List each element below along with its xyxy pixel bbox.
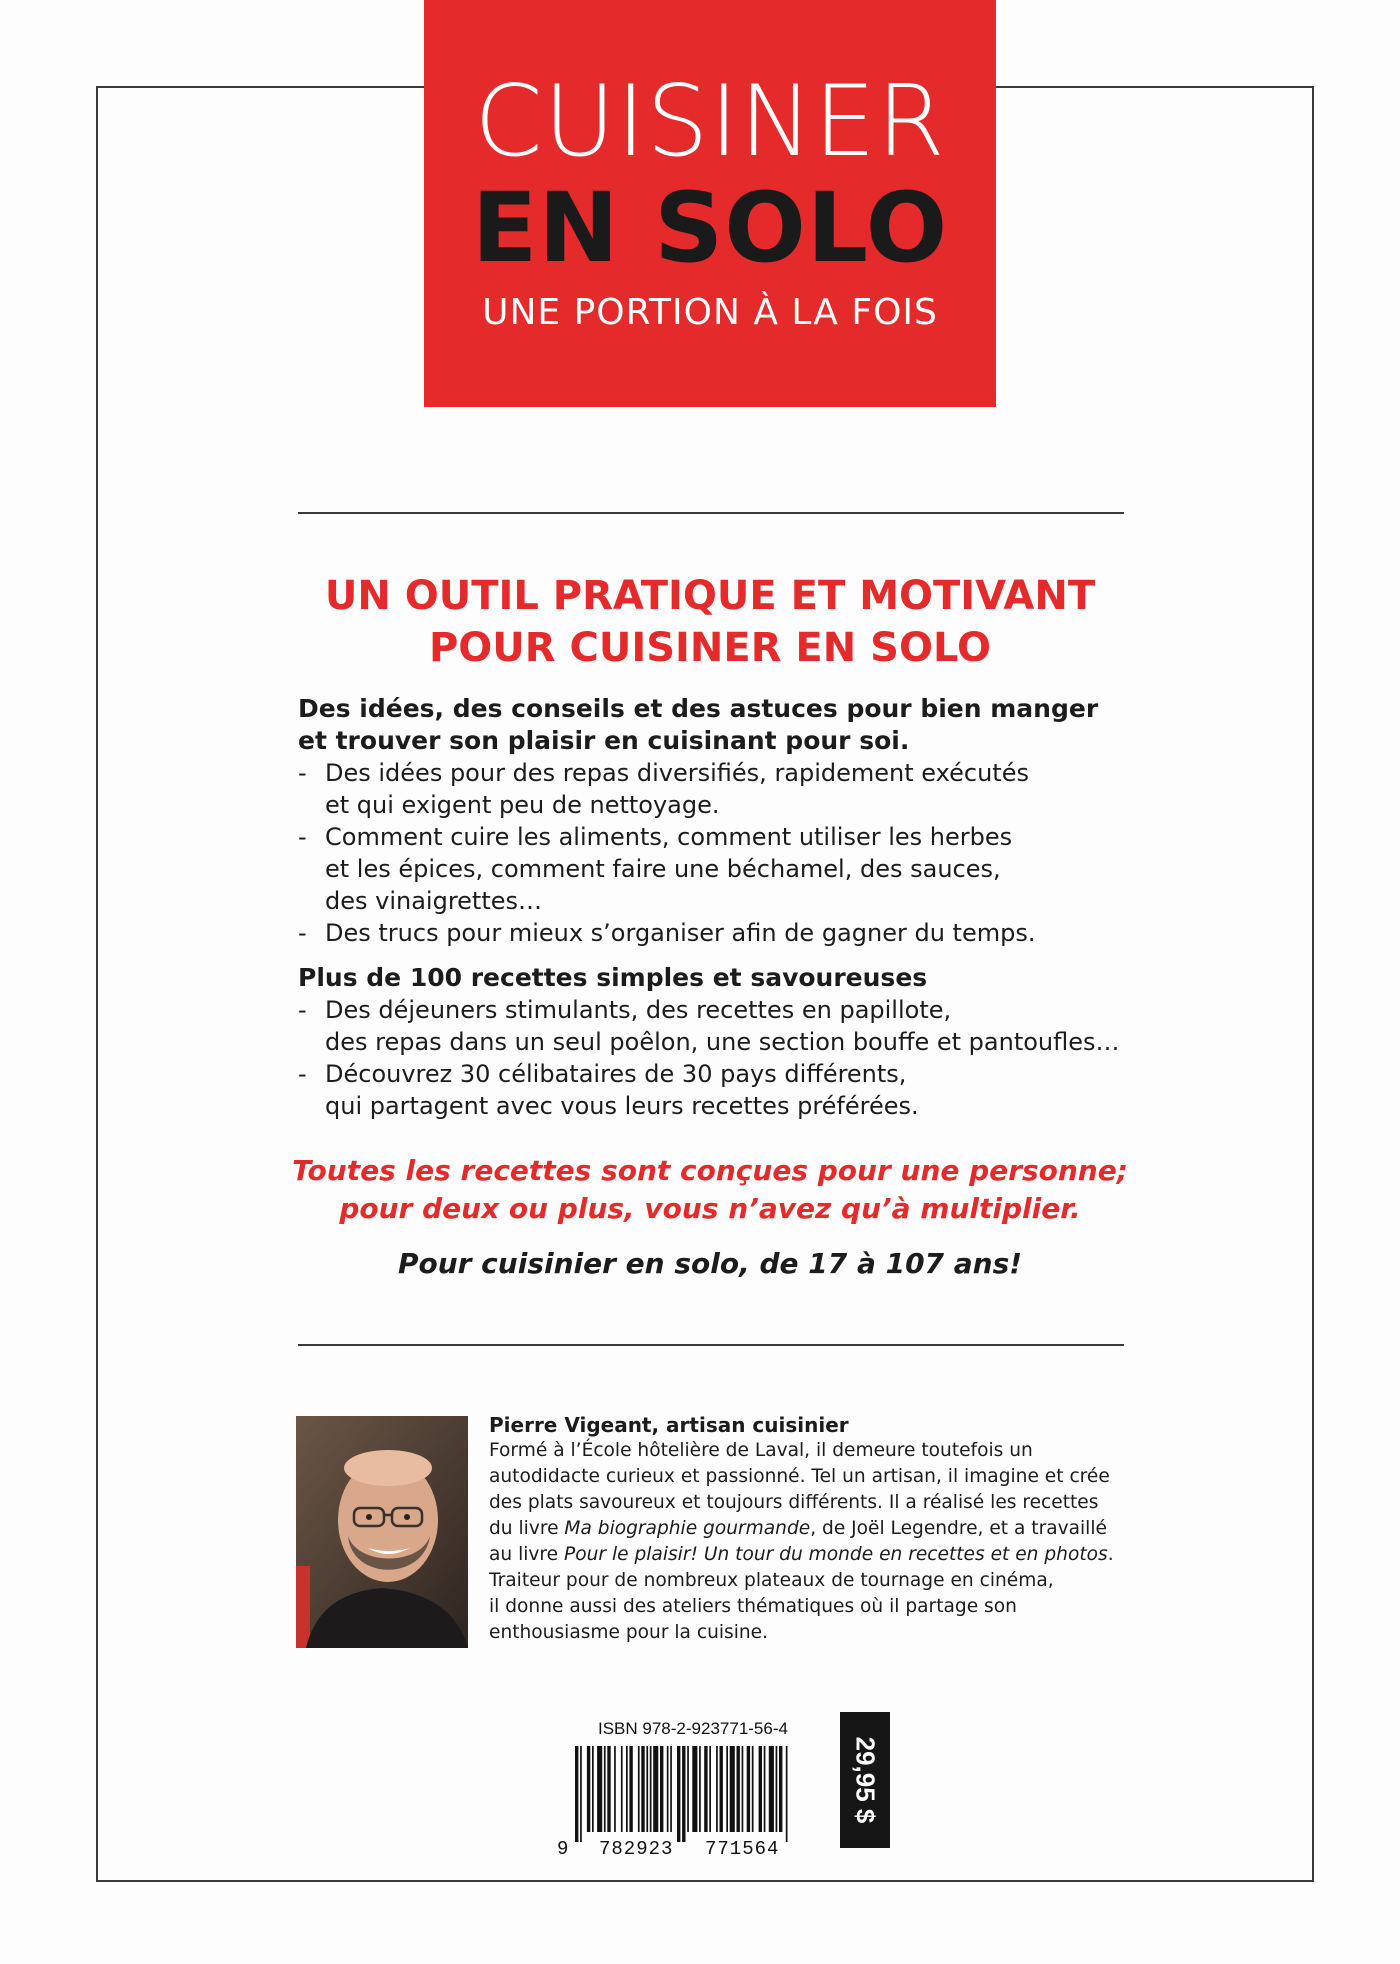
barcode-bar <box>704 1746 707 1832</box>
barcode-bar <box>747 1746 750 1832</box>
section-ideas <box>298 693 1158 949</box>
list-item <box>298 757 1158 821</box>
barcode-bars <box>575 1746 788 1842</box>
barcode-bar <box>621 1746 623 1832</box>
portion-note-line1: Toutes les recettes sont conçues pour une personne; <box>292 1154 1128 1187</box>
list-item-line: Découvrez 30 célibataires de 30 pays différents, <box>325 1060 907 1088</box>
barcode-bar <box>682 1746 685 1842</box>
list-item-line: qui partagent avec vous leurs recettes préférées. <box>325 1092 919 1120</box>
bio-text: , de Joël Legendre, et a travaillé <box>810 1518 1107 1539</box>
barcode-bar <box>653 1746 658 1832</box>
dash-bullet: - <box>298 919 307 947</box>
bio-line: autodidacte curieux et passionné. Tel un artisan, il imagine et crée <box>489 1466 1110 1487</box>
book-title: Pour le plaisir! Un tour du monde en recettes et en photos <box>564 1544 1108 1565</box>
headline-line2: POUR CUISINER EN SOLO <box>428 625 992 671</box>
bio-line: enthousiasme pour la cuisine. <box>489 1622 769 1643</box>
barcode-bar <box>776 1746 778 1832</box>
headline <box>220 570 1200 674</box>
list-item-line: Des idées pour des repas diversifiés, rapidement exécutés <box>325 759 1029 787</box>
list-item-line: Comment cuire les aliments, comment utiliser les herbes <box>325 823 1013 851</box>
barcode-bar <box>709 1746 711 1832</box>
barcode-bar <box>769 1746 774 1832</box>
barcode-digits-right: 771564 <box>705 1838 780 1858</box>
barcode-bar <box>677 1746 680 1842</box>
headline-line1: UN OUTIL PRATIQUE ET MOTIVANT <box>324 573 1096 619</box>
barcode-bar <box>786 1746 788 1842</box>
bio-line: des plats savoureux et toujours différents. Il a réalisé les recettes <box>489 1492 1099 1513</box>
section2-lead: Plus de 100 recettes simples et savoureuses <box>298 963 928 992</box>
bio-text: . <box>1107 1544 1114 1565</box>
list-item-line: et les épices, comment faire une béchamel, des sauces, <box>325 855 1001 883</box>
barcode-bar <box>759 1746 762 1832</box>
list-item-line: des vinaigrettes… <box>325 887 543 915</box>
section1-lead-line1: Des idées, des conseils et des astuces pour bien manger <box>298 694 1099 723</box>
barcode-bar <box>764 1746 766 1832</box>
list-item-line: Des déjeuners stimulants, des recettes en papillote, <box>325 996 952 1024</box>
bio-line: il donne aussi des ateliers thématiques où il partage son <box>489 1596 1017 1617</box>
barcode-bar <box>667 1746 669 1832</box>
barcode-bar <box>607 1746 610 1832</box>
section1-lead-line2: et trouver son plaisir en cuisinant pour soi. <box>298 726 910 755</box>
barcode-digit-first: 9 <box>557 1838 569 1858</box>
dash-bullet: - <box>298 1060 307 1088</box>
list-item-line: et qui exigent peu de nettoyage. <box>325 791 720 819</box>
dash-bullet: - <box>298 823 307 851</box>
title-block <box>424 0 996 407</box>
barcode-bar <box>670 1746 672 1832</box>
barcode-bar <box>587 1746 590 1832</box>
title-line2: EN SOLO <box>471 172 949 284</box>
book-title: Ma biographie gourmande <box>564 1518 811 1539</box>
barcode-bar <box>575 1746 578 1842</box>
bio-text: au livre <box>489 1544 565 1565</box>
bio-line <box>489 1516 1129 1542</box>
list-item <box>298 821 1158 917</box>
portion-note <box>220 1152 1200 1228</box>
barcode-bar <box>726 1746 728 1832</box>
bio-line: Formé à l’École hôtelière de Laval, il demeure toutefois un <box>489 1440 1033 1461</box>
barcode-bar <box>779 1746 782 1832</box>
portion-note-line2: pour deux ou plus, vous n’avez qu’à multiplier. <box>339 1192 1081 1225</box>
list-item <box>298 1058 1158 1122</box>
barcode-digits-left: 782923 <box>599 1838 674 1858</box>
barcode-bar <box>699 1746 701 1832</box>
barcode-bar <box>752 1746 754 1832</box>
barcode <box>557 1746 805 1858</box>
barcode-bar <box>597 1746 602 1832</box>
top-divider <box>298 512 1124 514</box>
section-recipes <box>298 962 1158 1122</box>
age-note: Pour cuisinier en solo, de 17 à 107 ans! <box>397 1247 1023 1280</box>
barcode-bar <box>604 1746 606 1832</box>
author-name: Pierre Vigeant, artisan cuisinier <box>489 1413 849 1437</box>
list-item-line: Des trucs pour mieux s’organiser afin de gagner du temps. <box>325 919 1036 947</box>
barcode-bar <box>626 1746 628 1832</box>
author-photo <box>296 1416 468 1648</box>
barcode-bar <box>716 1746 718 1832</box>
list-item <box>298 994 1158 1058</box>
dash-bullet: - <box>298 996 307 1024</box>
barcode-bar <box>614 1746 616 1832</box>
barcode-bar <box>692 1746 697 1832</box>
barcode-bar <box>737 1746 740 1832</box>
author-bio <box>489 1412 1129 1646</box>
barcode-bar <box>660 1746 663 1832</box>
isbn-label: ISBN 978-2-923771-56-4 <box>598 1719 788 1738</box>
bio-line: Traiteur pour de nombreux plateaux de tournage en cinéma, <box>489 1570 1054 1591</box>
bio-line <box>489 1542 1129 1568</box>
barcode-bar <box>742 1746 744 1832</box>
bio-text: du livre <box>489 1518 565 1539</box>
bottom-divider <box>298 1344 1124 1346</box>
barcode-bar <box>580 1746 582 1842</box>
subtitle: UNE PORTION À LA FOIS <box>482 292 938 333</box>
barcode-bar <box>641 1746 644 1832</box>
price-label: 29,95 $ <box>850 1736 881 1824</box>
barcode-bar <box>592 1746 594 1832</box>
dash-bullet: - <box>298 759 307 787</box>
barcode-bar <box>629 1746 632 1832</box>
list-item-line: des repas dans un seul poêlon, une section bouffe et pantoufles… <box>325 1028 1120 1056</box>
barcode-bar <box>638 1746 640 1832</box>
barcode-bar <box>687 1746 689 1832</box>
list-item <box>298 917 1158 949</box>
barcode-bar <box>646 1746 648 1832</box>
title-line1: CUISINER <box>474 65 946 179</box>
barcode-bar <box>650 1746 652 1832</box>
barcode-bar <box>730 1746 735 1832</box>
barcode-bar <box>720 1746 723 1832</box>
